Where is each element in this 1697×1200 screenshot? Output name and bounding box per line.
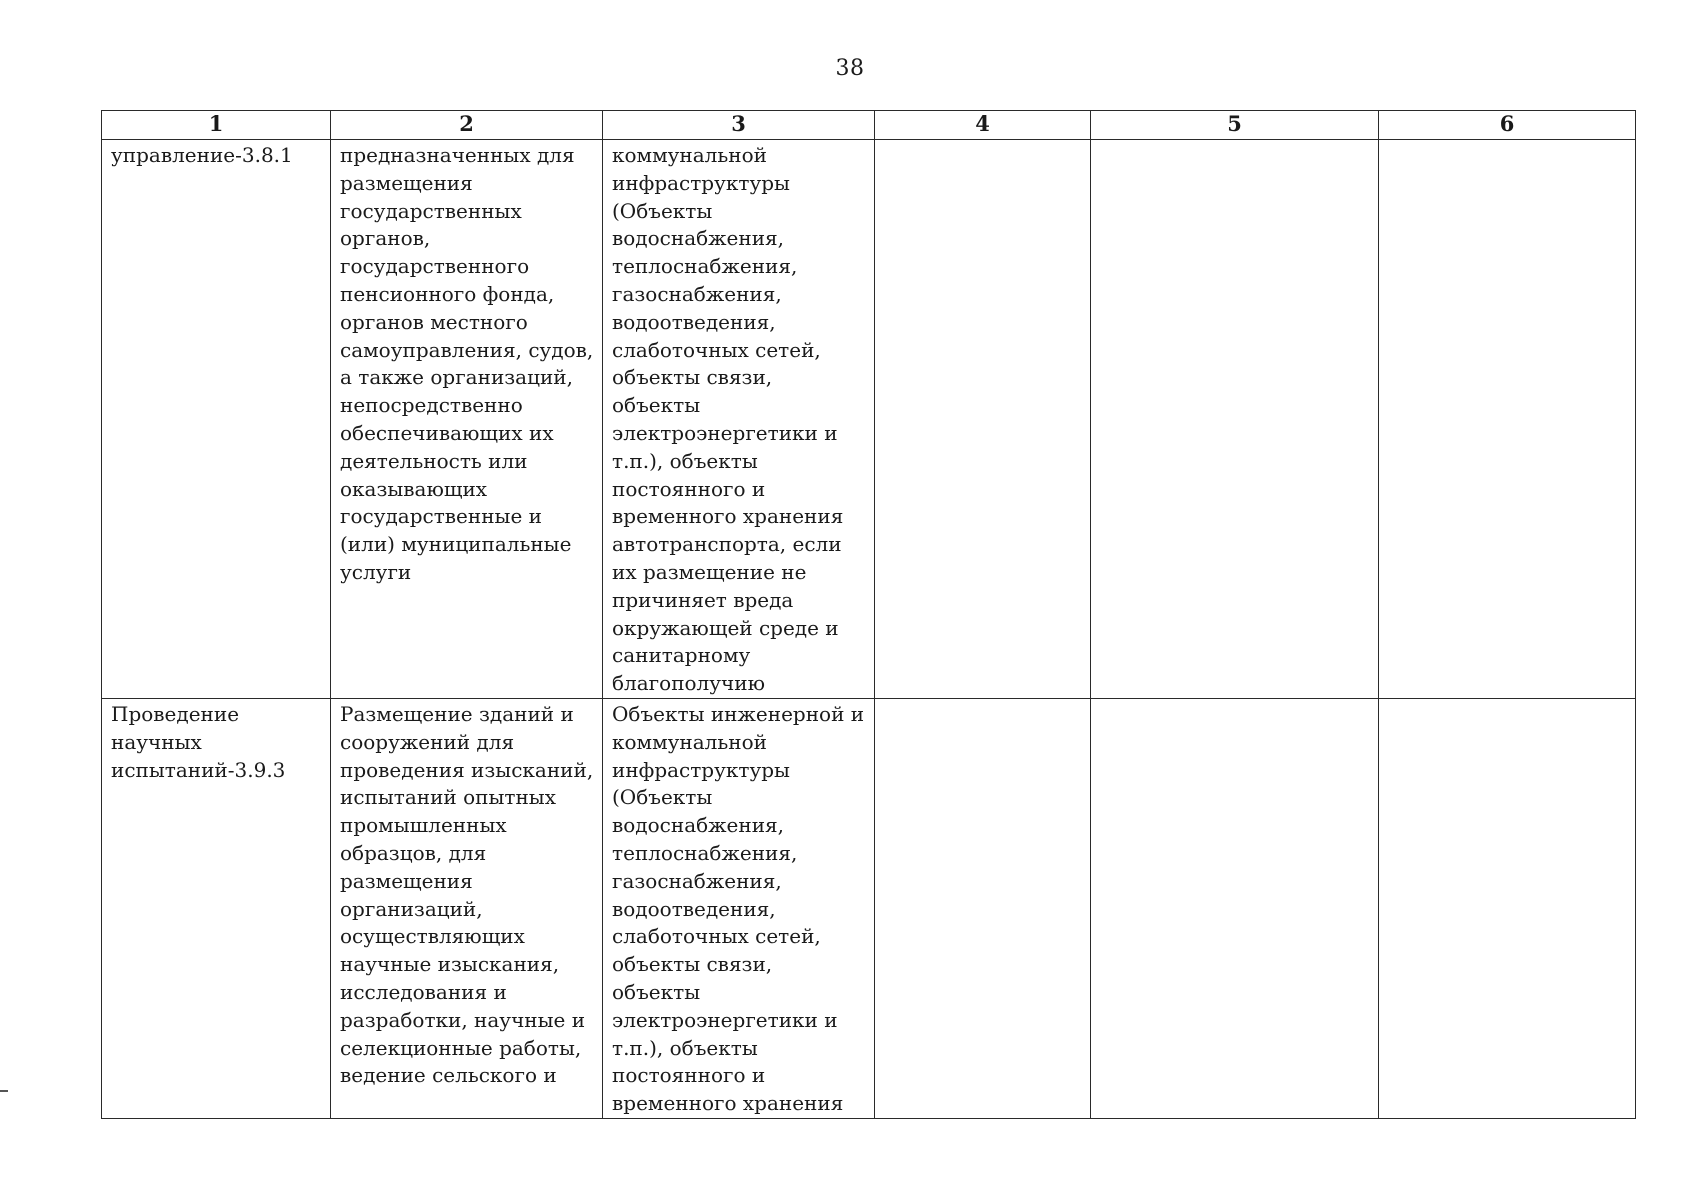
table-cell	[1091, 140, 1379, 699]
regulations-table	[101, 110, 1636, 1119]
cell-text: коммунальной инфраструктуры (Объекты водоснабжения, теплоснабжения, газоснабжения, водоотведения, слаботочных сетей, объекты связи, объекты электроэнергетики и т.п.), объекты постоянного и временного хранения автотранспорта, если их размещение не причиняет вреда окружающей среде и санитарному благополучию	[612, 143, 844, 696]
table-cell	[1379, 698, 1636, 1118]
column-header: 6	[1379, 111, 1636, 140]
cell-text: Объекты инженерной и коммунальной инфраструктуры (Объекты водоснабжения, теплоснабжения, газоснабжения, водоотведения, слаботочных сетей, объекты связи, объекты электроэнергетики и т.п.), объекты постоянного и временного хранения	[612, 701, 865, 1116]
table-cell	[331, 140, 603, 699]
column-header: 2	[331, 111, 603, 140]
table-cell	[1091, 698, 1379, 1118]
cell-text: Размещение зданий и сооружений для проведения изысканий, испытаний опытных промышленных образцов, для размещения организаций, осуществляющих научные изыскания, исследования и разработки, научные и селекционные работы, ведение сельского и	[340, 701, 594, 1088]
table-cell	[331, 698, 603, 1118]
table-row	[102, 698, 1636, 1118]
table-cell	[603, 698, 875, 1118]
page-number: 38	[835, 56, 865, 81]
table-row	[102, 140, 1636, 699]
table-cell	[102, 140, 331, 699]
column-header: 5	[1091, 111, 1379, 140]
column-header: 4	[875, 111, 1091, 140]
column-header: 1	[102, 111, 331, 140]
cell-text: предназначенных для размещения государственных органов, государственного пенсионного фонда, органов местного самоуправления, судов, а также организаций, непосредственно обеспечивающих их деятельность или оказывающих государственные и (или) муниципальные услуги	[340, 143, 594, 584]
cell-text: управление-3.8.1	[111, 143, 293, 167]
table-cell	[1379, 140, 1636, 699]
table-cell	[875, 698, 1091, 1118]
scan-mark	[0, 1090, 8, 1092]
table-cell	[875, 140, 1091, 699]
column-header: 3	[603, 111, 875, 140]
table-cell	[102, 698, 331, 1118]
table-cell	[603, 140, 875, 699]
cell-text: Проведение научных испытаний-3.9.3	[111, 701, 286, 782]
table-header-row	[102, 111, 1636, 140]
